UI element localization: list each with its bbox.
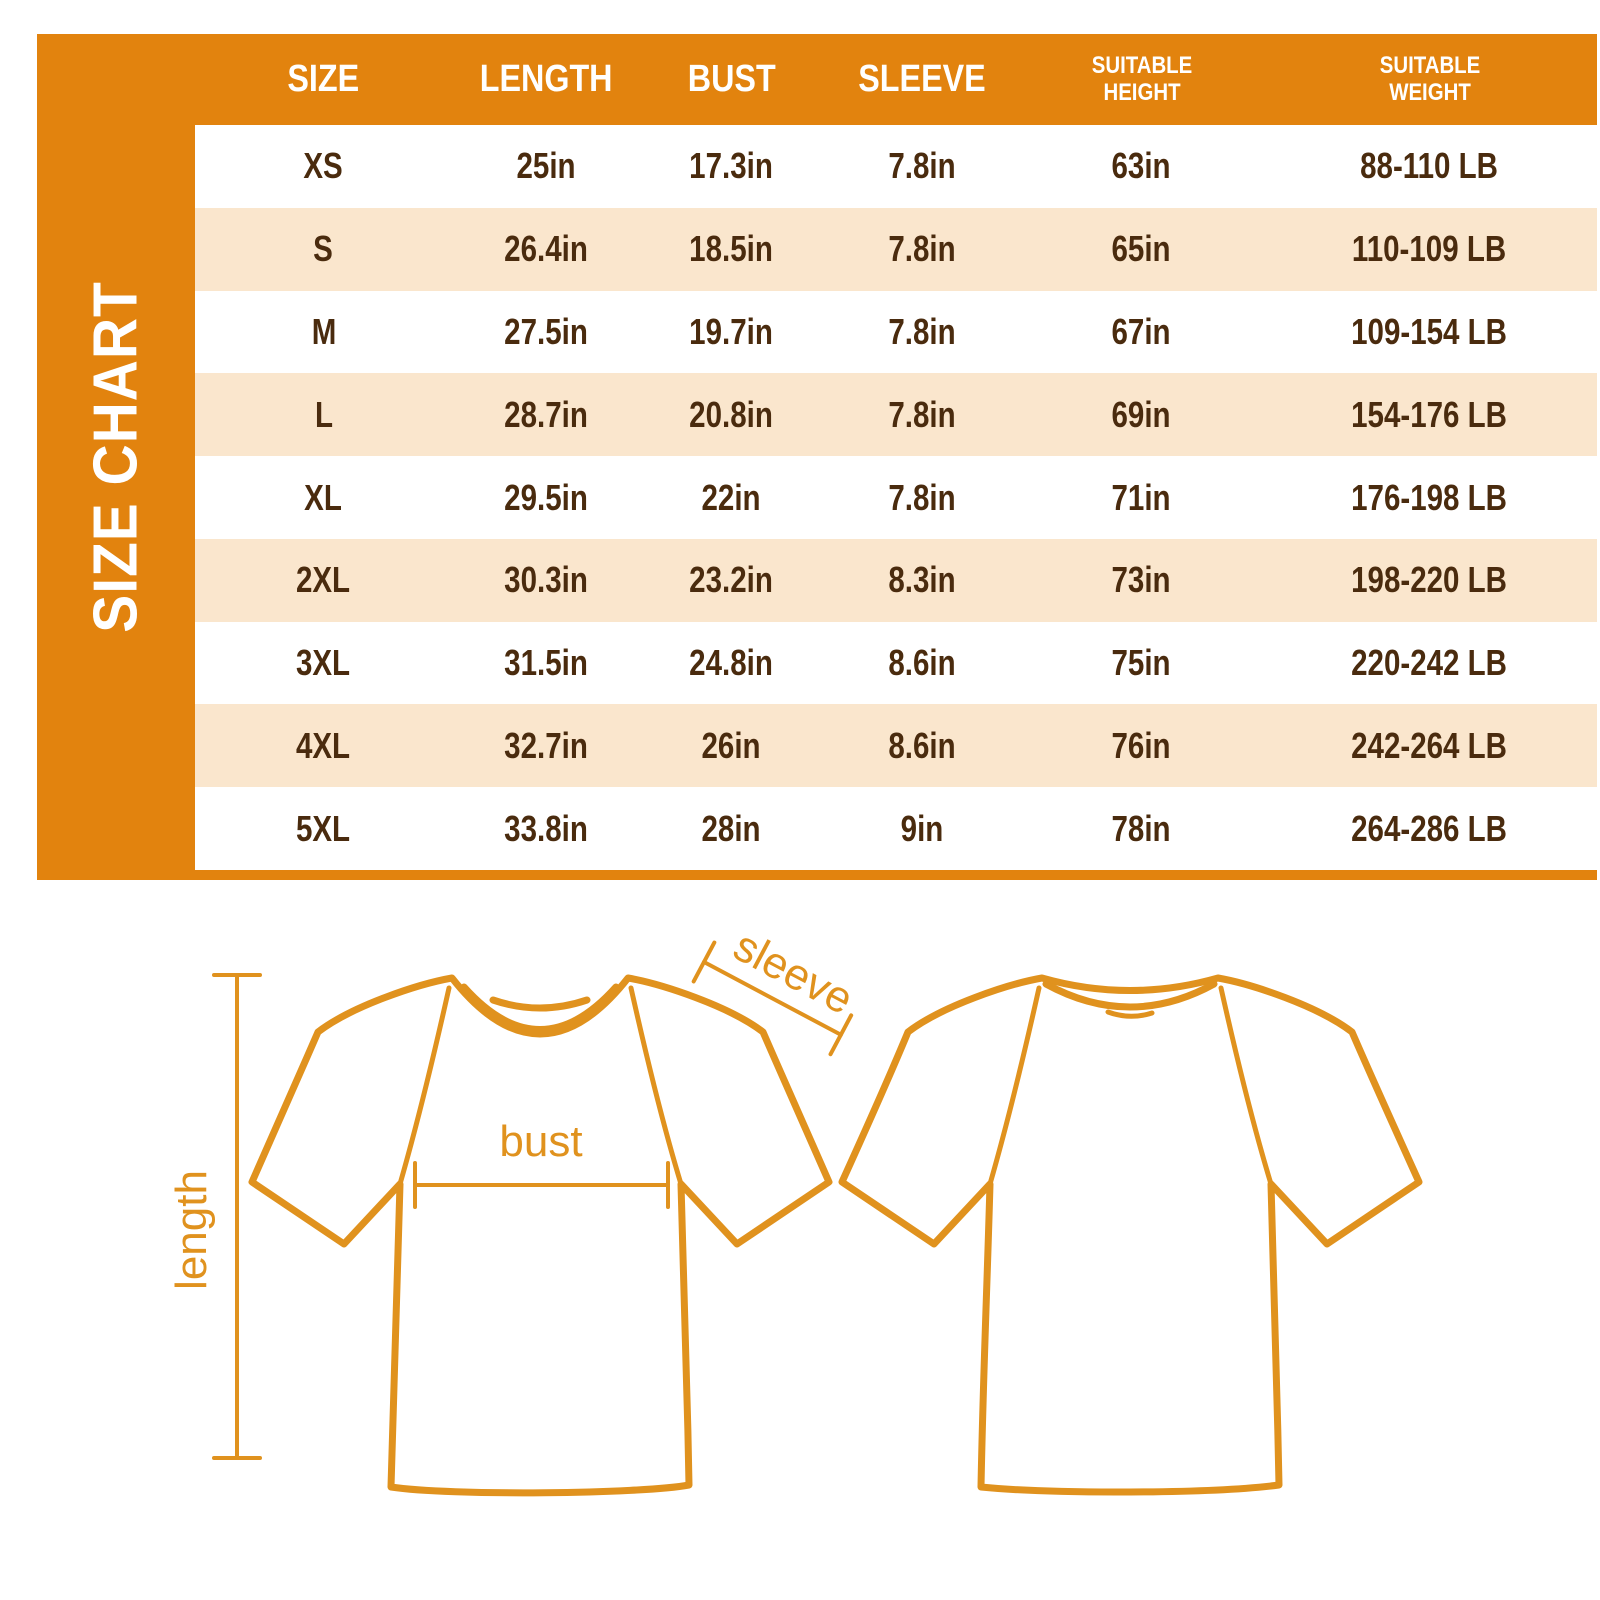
cell-bust: 19.7in (689, 310, 774, 352)
cell-size: 5XL (296, 807, 351, 849)
cell-bust: 22in (701, 476, 762, 518)
cell-sleeve: 7.8in (888, 310, 956, 352)
column-header-sleeve: SLEEVE (858, 58, 986, 100)
tshirt-back-outline (842, 978, 1419, 1492)
cell-size: M (311, 310, 336, 352)
cell-bust: 20.8in (689, 393, 774, 435)
column-header-size: SIZE (287, 58, 360, 100)
cell-size: 2XL (296, 559, 351, 601)
cell-size: XL (304, 476, 343, 518)
cell-size: L (314, 393, 333, 435)
cell-weight: 198-220 LB (1351, 559, 1508, 601)
cell-sleeve: 7.8in (888, 145, 956, 187)
cell-length: 33.8in (504, 807, 588, 849)
cell-length: 27.5in (504, 310, 588, 352)
length-label: length (167, 1170, 216, 1290)
cell-length: 30.3in (504, 559, 588, 601)
cell-bust: 18.5in (689, 228, 774, 270)
cell-bust: 17.3in (689, 145, 774, 187)
cell-sleeve: 7.8in (888, 476, 956, 518)
cell-sleeve: 8.6in (888, 724, 956, 766)
cell-weight: 109-154 LB (1351, 310, 1508, 352)
tshirt-front-drawing (252, 978, 829, 1493)
column-header-length: LENGTH (479, 58, 613, 100)
cell-bust: 24.8in (689, 642, 774, 684)
column-header-bust: BUST (687, 58, 776, 100)
cell-weight: 264-286 LB (1351, 807, 1508, 849)
cell-height: 65in (1111, 228, 1172, 270)
column-header-suitable-height: SUITABLE HEIGHT (1091, 52, 1192, 106)
size-chart-table (37, 34, 1597, 880)
table-row-3xl (195, 622, 1597, 705)
cell-length: 31.5in (504, 642, 588, 684)
cell-height: 71in (1111, 476, 1172, 518)
cell-height: 69in (1111, 393, 1172, 435)
tshirt-back-drawing (842, 978, 1419, 1492)
cell-size: 3XL (296, 642, 351, 684)
cell-weight: 88-110 LB (1360, 145, 1499, 187)
cell-weight: 154-176 LB (1351, 393, 1508, 435)
sidebar (37, 34, 195, 880)
length-measure-line (214, 975, 260, 1458)
cell-height: 63in (1111, 145, 1172, 187)
tshirt-front-collar-back-line (493, 1000, 587, 1008)
sidebar-title: SIZE CHART (81, 281, 151, 633)
cell-weight: 242-264 LB (1351, 724, 1508, 766)
tshirt-front-outline (252, 978, 829, 1493)
cell-sleeve: 7.8in (888, 228, 956, 270)
table-row-s (195, 208, 1597, 291)
cell-bust: 28in (701, 807, 762, 849)
table-row-xs (195, 125, 1597, 208)
table-row-l (195, 373, 1597, 456)
cell-length: 26.4in (504, 228, 588, 270)
table-header-row (195, 34, 1597, 125)
cell-sleeve: 7.8in (888, 393, 956, 435)
cell-height: 67in (1111, 310, 1172, 352)
cell-weight: 176-198 LB (1351, 476, 1508, 518)
cell-weight: 220-242 LB (1351, 642, 1508, 684)
sleeve-label: sleeve (725, 921, 862, 1025)
cell-height: 76in (1111, 724, 1172, 766)
cell-bust: 23.2in (689, 559, 774, 601)
table-row-m (195, 291, 1597, 374)
cell-length: 25in (516, 145, 576, 187)
column-header-suitable-weight: SUITABLE WEIGHT (1379, 52, 1480, 106)
bust-label: bust (499, 1117, 583, 1166)
cell-size: XS (303, 145, 344, 187)
cell-sleeve: 8.6in (888, 642, 956, 684)
table-row-2xl (195, 539, 1597, 622)
cell-size: 4XL (296, 724, 351, 766)
cell-sleeve: 9in (900, 807, 944, 849)
cell-bust: 26in (701, 724, 762, 766)
cell-length: 28.7in (504, 393, 588, 435)
cell-height: 78in (1111, 807, 1172, 849)
table-body (195, 125, 1597, 870)
table-row-xl (195, 456, 1597, 539)
cell-height: 75in (1111, 642, 1172, 684)
cell-weight: 110-109 LB (1352, 228, 1507, 270)
table-data-area (195, 34, 1597, 880)
tshirt-measurement-diagram (0, 900, 1600, 1600)
table-row-5xl (195, 787, 1597, 870)
table-row-4xl (195, 704, 1597, 787)
cell-height: 73in (1111, 559, 1172, 601)
cell-length: 29.5in (504, 476, 588, 518)
cell-size: S (313, 228, 334, 270)
cell-sleeve: 8.3in (888, 559, 956, 601)
cell-length: 32.7in (504, 724, 588, 766)
